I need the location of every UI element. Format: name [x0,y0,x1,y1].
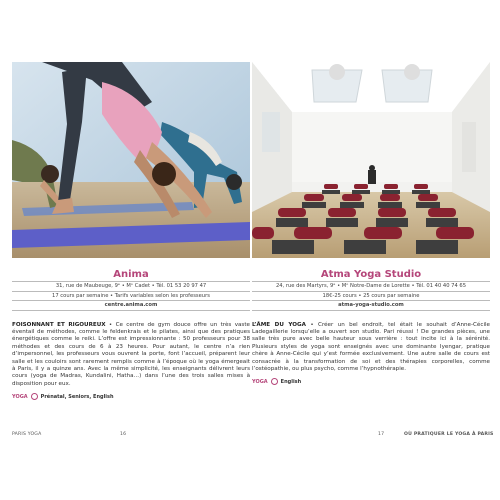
studio-website[interactable]: atma-yoga-studio.com [252,301,490,311]
description-text: • Ce centre de gym douce offre un très vaste éventail de méthodes, comme le feldenkrais et le pilates, ainsi que des pratiques énergétiques comme le reiki. L’offre est impressionnante : 50 professeurs pour 38 méthodes et des cours de 6 à 23 heures. Pour autant, le centre n’a rien d’impersonnel, les professeurs vous ouvrent la porte, font l’accueil, préparent leur salle et les couloirs sont rarement remplis comme à l’époque où le yoga émergeait à Paris, il y a quinze ans. Avec la même simplicité, les enseignants délivrent leurs cours (yoga de Madras, Kundalini, Hatha…) dans l’une des trois salles mises à disposition pour eux. [12,321,250,387]
description-lead: L’ÂME DU YOGA [252,321,306,328]
yoga-class-image [12,62,250,258]
page-number-left: 16 [120,432,127,437]
studio-address: 31, rue de Maubeuge, 9ᵉ • Mᵒ Cadet • Tél. 01 53 20 97 47 [12,281,250,292]
studio-name: Atma Yoga Studio [320,269,422,280]
yoga-logo-icon [271,378,278,385]
description-lead: FOISONNANT ET RIGOUREUX [12,321,106,328]
right-page [252,62,490,385]
studio-website[interactable]: centre.anima.com [12,301,250,311]
photo-studio-room [252,62,490,258]
studio-description [12,322,250,389]
studio-address: 24, rue des Martyrs, 9ᵉ • Mᵒ Notre-Dame de Lorette • Tél. 01 40 40 74 65 [252,281,490,292]
studio-tags [12,393,250,400]
studio-description [252,322,490,374]
studio-tags [252,378,490,385]
page-number-right: 17 [378,432,385,437]
yoga-label: YOGA [12,393,28,400]
photo-yoga-class [12,62,250,258]
left-page [12,62,250,400]
yoga-label: YOGA [252,378,268,385]
studio-room-image [252,62,490,258]
tag-list: English [280,378,302,385]
studio-name: Anima [113,269,149,280]
footer-chapter-title: OÙ PRATIQUER LE YOGA À PARIS [404,432,494,437]
studio-info [252,281,490,311]
description-text: • Créer un bel endroit, tel était le souhait d’Anne-Cécile Ladegaillerie lorsqu’elle a ouvert son studio. Pari réussi ! De grandes pièces, une salle très pure avec belle hauteur sous verrière : tout incite ici à la sérénité. Plusieurs styles de yoga sont enseignés avec une dominante Iyengar, pratique chère à Anne-Cécile qui y’est formée exclusivement. Une autre salle de cours est consacrée à la transformation de soi et des thérapies corporelles, comme l’ostéopathie, ou plus psycho, comme l’hypnothérapie. [252,321,490,372]
studio-info [12,281,250,311]
studio-schedule: 17 cours par semaine • Tarifs variables selon les professeurs [12,292,250,302]
yoga-logo-icon [31,393,38,400]
tag-list: Prénatal, Seniors, English [40,393,114,400]
footer-book-title: PARIS YOGA [12,432,42,437]
studio-schedule: 18€-25 cours • 25 cours par semaine [252,292,490,302]
